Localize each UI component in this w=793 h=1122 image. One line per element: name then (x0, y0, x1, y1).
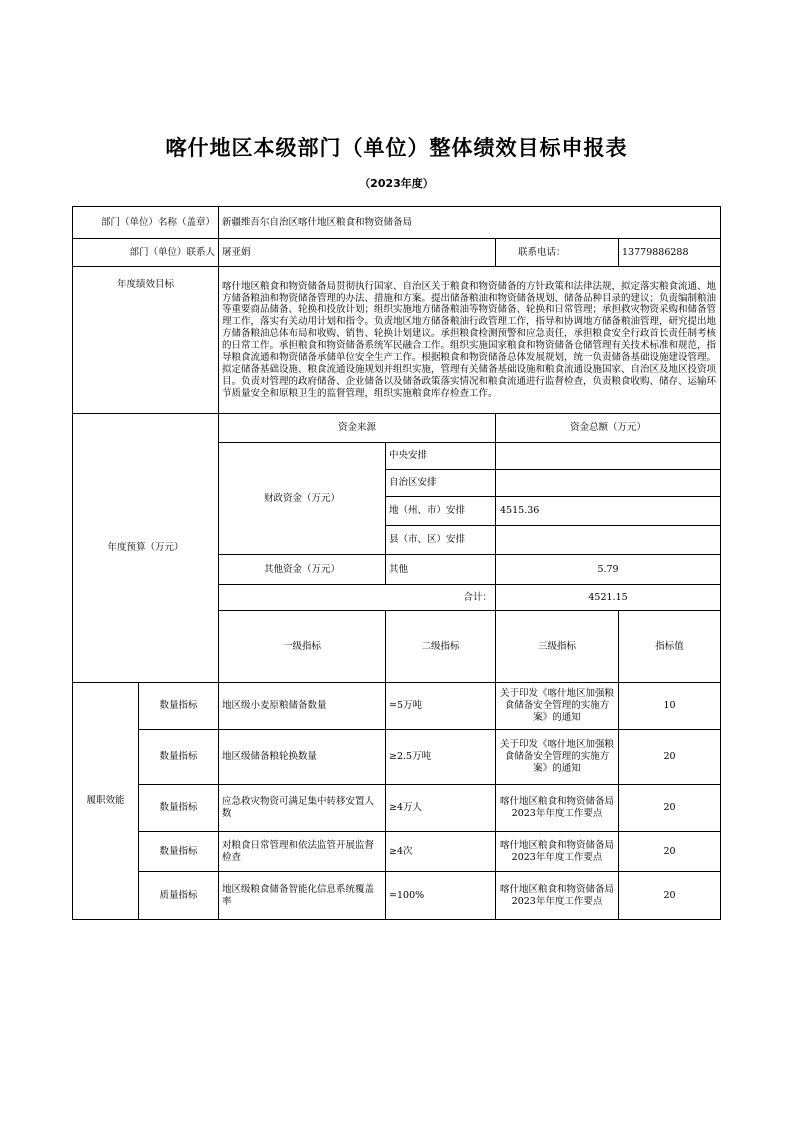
level2-indicator: 数量指标 (139, 785, 219, 832)
fiscal-source-amount: 4515.36 (496, 497, 721, 526)
indicator-value: ≥2.5万吨 (386, 730, 496, 785)
budget-header-row (73, 414, 721, 443)
contact-label: 部门（单位）联系人 (73, 239, 219, 267)
fiscal-source-amount (496, 526, 721, 555)
indicator-basis: 关于印发《喀什地区加强粮食储备安全管理的实施方案》的通知 (496, 683, 619, 730)
fiscal-source-name: 中央安排 (386, 443, 496, 470)
sum-amount: 4521.15 (496, 585, 721, 611)
indicator-row (73, 730, 721, 785)
level2-indicator: 数量指标 (139, 832, 219, 872)
other-funds-name: 其他 (386, 555, 496, 585)
indicator-basis: 喀什地区粮食和物资储备局2023年年度工作要点 (496, 832, 619, 872)
indicator-basis: 喀什地区粮食和物资储备局2023年年度工作要点 (496, 872, 619, 920)
goal-text: 喀什地区粮食和物资储备局贯彻执行国家、自治区关于粮食和物资储备的方针政策和法律法规，拟定落实粮食流通、地方储备粮油和物资储备管理的办法、措施和方案。提出储备粮油和物资储备规划、储备品种目录的建议；负责编制粮油等重要商品储备、轮换和投放计划；组织实施地方储备粮油等物资储备、轮换和日常管理；承担救灾物资采购和储备管理工作，落实有关动用计划和指令。负责地区地方储备粮油行政管理工作，指导和协调地方储备粮油管理，研究提出地方储备粮油总体布局和收购、销售、轮换计划建议。承担粮食检测预警和应急责任，承担粮食安全行政首长责任制考核的日常工作。承担粮食和物资储备系统军民融合工作。组织实施国家粮食和物资储备仓储管理有关技术标准和规范，指导粮食流通和物资储备承储单位安全生产工作。根据粮食和物资储备总体发展规划，统一负责储备基础设施建设管理。拟定储备基础设施、粮食流通设施规划并组织实施，管理有关储备基础设施和粮食流通设施国家、自治区及地区投资项目。负责对管理的政府储备、企业储备以及储备政策落实情况和粮食流通进行监督检查，负责粮食收购、储存、运输环节质量安全和原粮卫生的监督管理，组织实施粮食库存检查工作。 (219, 267, 721, 414)
page-title: 喀什地区本级部门（单位）整体绩效目标申报表 (165, 136, 628, 160)
level3-indicator: 地区级储备粮轮换数量 (219, 730, 386, 785)
phone-label: 联系电话： (496, 239, 619, 267)
budget-label: 年度预算（万元） (73, 414, 219, 683)
contact-row (73, 239, 721, 267)
indicator-value: ≥4万人 (386, 785, 496, 832)
indicator-basis: 喀什地区粮食和物资储备局2023年年度工作要点 (496, 785, 619, 832)
level3-indicator: 地区级小麦原粮储备数量 (219, 683, 386, 730)
goal-row (73, 267, 721, 414)
level2-indicator: 数量指标 (139, 730, 219, 785)
indicator-value: ≥4次 (386, 832, 496, 872)
level3-indicator: 地区级粮食储备智能化信息系统覆盖率 (219, 872, 386, 920)
year-subtitle: （2023年度） (359, 177, 434, 190)
indicator-weight: 20 (619, 730, 721, 785)
indicator-row (73, 683, 721, 730)
level3-indicator: 应急救灾物资可满足集中转移安置人数 (219, 785, 386, 832)
indicator-row (73, 785, 721, 832)
level3-indicator: 对粮食日常管理和依法监管开展监督检查 (219, 832, 386, 872)
other-funds-amount: 5.79 (496, 555, 721, 585)
fiscal-source-name: 自治区安排 (386, 470, 496, 497)
level1-indicator: 履职效能 (73, 683, 139, 920)
indicator-row (73, 872, 721, 920)
indicator-header: 二级指标 (386, 611, 496, 683)
dept-label: 部门（单位）名称（盖章） (73, 207, 219, 239)
indicator-value: =5万吨 (386, 683, 496, 730)
indicator-value: =100% (386, 872, 496, 920)
sum-label: 合计： (219, 585, 496, 611)
indicator-weight: 20 (619, 785, 721, 832)
fiscal-source-amount (496, 443, 721, 470)
fiscal-label: 财政资金（万元） (219, 443, 386, 555)
dept-value: 新疆维吾尔自治区喀什地区粮食和物资储备局 (219, 207, 721, 239)
source-header: 资金来源 (219, 414, 496, 443)
indicator-header: 三级指标 (496, 611, 619, 683)
indicator-header: 一级指标 (219, 611, 386, 683)
fiscal-source-name: 县（市、区）安排 (386, 526, 496, 555)
level2-indicator: 质量指标 (139, 872, 219, 920)
indicator-row (73, 832, 721, 872)
indicator-weight: 20 (619, 872, 721, 920)
level2-indicator: 数量指标 (139, 683, 219, 730)
fiscal-source-amount (496, 470, 721, 497)
indicator-header: 指标值 (619, 611, 721, 683)
indicator-basis: 关于印发《喀什地区加强粮食储备安全管理的实施方案》的通知 (496, 730, 619, 785)
phone-value: 13779886288 (619, 239, 721, 267)
fiscal-source-name: 地（州、市）安排 (386, 497, 496, 526)
goal-label: 年度绩效目标 (73, 267, 219, 414)
contact-value: 屠亚娟 (219, 239, 496, 267)
total-header: 资金总额（万元） (496, 414, 721, 443)
performance-target-table (72, 206, 721, 920)
indicator-weight: 10 (619, 683, 721, 730)
indicator-weight: 20 (619, 832, 721, 872)
other-funds-label: 其他资金（万元） (219, 555, 386, 585)
dept-row (73, 207, 721, 239)
